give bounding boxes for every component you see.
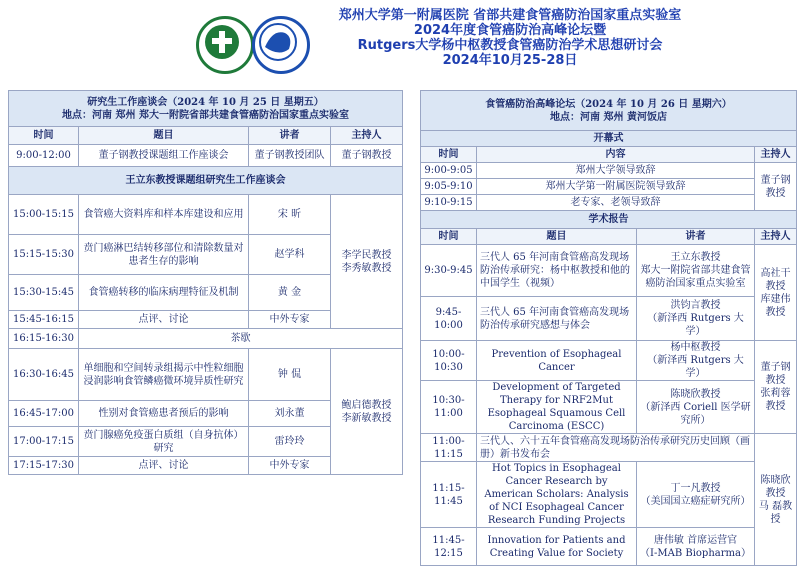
- header-line-2: 2024年度食管癌防治高峰论坛暨: [413, 23, 607, 38]
- row-topic: 食管癌转移的临床病理特征及机制: [79, 275, 249, 311]
- row-topic: Prevention of Esophageal Cancer: [477, 341, 637, 381]
- tea-break: 茶歇: [79, 329, 403, 349]
- row-topic: 点评、讨论: [79, 457, 249, 475]
- row-speaker: 赵学科: [249, 235, 331, 275]
- row-topic: 三代人 65 年河南食管癌高发现场防治传承研究感想与体会: [477, 297, 637, 341]
- col-speaker: 讲者: [637, 229, 755, 245]
- row-speaker: 王立东教授 郑大一附院省部共建食管癌防治国家重点实验室: [637, 245, 755, 297]
- right-title-cell: [421, 91, 797, 131]
- row-time: 15:00-15:15: [9, 195, 79, 235]
- row-topic: 贲门癌淋巴结转移部位和清除数量对患者生存的影响: [79, 235, 249, 275]
- host-cell-b: 鲍启德教授 李新敏教授: [331, 349, 403, 475]
- row-topic: Innovation for Patients and Creating Value for Society: [477, 528, 637, 566]
- row-content: 郑州大学领导致辞: [477, 163, 755, 179]
- report-title: 学术报告: [421, 211, 797, 229]
- row-time: 9:30-9:45: [421, 245, 477, 297]
- row-time: 10:00-10:30: [421, 341, 477, 381]
- col-host: 主持人: [331, 127, 403, 145]
- col-host: 主持人: [755, 147, 797, 163]
- header-line-3: Rutgers大学杨中枢教授食管癌防治学术思想研讨会: [357, 38, 663, 53]
- row-speaker: 中外专家: [249, 311, 331, 329]
- row-topic: 单细胞和空间转录组揭示中性粒细胞浸润影响食管鳞癌微环境异质性研究: [79, 349, 249, 401]
- header-line-1: 郑州大学第一附属医院 省部共建食管癌防治国家重点实验室: [338, 8, 682, 23]
- col-speaker: 讲者: [249, 127, 331, 145]
- row-speaker: 丁一凡教授 （美国国立癌症研究所）: [637, 462, 755, 528]
- row-speaker: 唐伟敏 首席运营官 （I-MAB Biopharma）: [637, 528, 755, 566]
- row-time: 9:05-9:10: [421, 179, 477, 195]
- host-cell-b: 董子钢教授 张莉蓉教授: [755, 341, 797, 434]
- row-speaker: 中外专家: [249, 457, 331, 475]
- row-topic: 性别对食管癌患者预后的影响: [79, 401, 249, 427]
- row-speaker: 钟 侃: [249, 349, 331, 401]
- row-speaker: 洪钧言教授 （新泽西 Rutgers 大学）: [637, 297, 755, 341]
- col-time: 时间: [421, 147, 477, 163]
- col-host: 主持人: [755, 229, 797, 245]
- row-content: 郑州大学第一附属医院领导致辞: [477, 179, 755, 195]
- header-line-4: 2024年10月25-28日: [442, 53, 578, 68]
- row-time: 11:00-11:15: [421, 434, 477, 462]
- host-cell-a: 高社干教授 库建伟教授: [755, 245, 797, 341]
- row-host: 董子钢教授: [331, 145, 403, 167]
- host-cell-a: 李学民教授 李秀敏教授: [331, 195, 403, 329]
- row-time: 10:30-11:00: [421, 381, 477, 434]
- hospital-logo-icon: [196, 16, 254, 74]
- right-location: 地点：河南 郑州 黄河饭店: [550, 111, 667, 123]
- row-time: 9:00-9:05: [421, 163, 477, 179]
- left-location: 地点：河南 郑州 郑大一附院省部共建食管癌防治国家重点实验室: [62, 109, 349, 121]
- row-time: 15:15-15:30: [9, 235, 79, 275]
- open-host-cell: 董子钢 教授: [755, 163, 797, 211]
- row-speaker: 黄 金: [249, 275, 331, 311]
- row-time: 15:45-16:15: [9, 311, 79, 329]
- row-topic: 三代人 65 年河南食管癌高发现场防治传承研究：杨中枢教授和他的中国学生（视频）: [477, 245, 637, 297]
- row-topic: 董子钢教授课题组工作座谈会: [79, 145, 249, 167]
- row-time: 17:00-17:15: [9, 427, 79, 457]
- row-time: 9:00-12:00: [9, 145, 79, 167]
- row-speaker: 雷玲玲: [249, 427, 331, 457]
- row-time: 9:10-9:15: [421, 195, 477, 211]
- col-topic: 题目: [79, 127, 249, 145]
- row-topic: 食管癌大资料库和样本库建设和应用: [79, 195, 249, 235]
- col-content: 内容: [477, 147, 755, 163]
- row-topic: Hot Topics in Esophageal Cancer Research by American Scholars: Analysis of NCI Esophageal Cancer Research Funding Projects: [477, 462, 637, 528]
- col-time: 时间: [9, 127, 79, 145]
- row-topic: Development of Targeted Therapy for NRF2Mut Esophageal Squamous Cell Carcinoma (ESCC): [477, 381, 637, 434]
- row-speaker: 董子钢教授团队: [249, 145, 331, 167]
- host-cell-c: 陈晓欣教授 马 磊教授: [755, 434, 797, 566]
- left-schedule-table: [8, 90, 403, 475]
- row-time: 17:15-17:30: [9, 457, 79, 475]
- page-header: [0, 0, 800, 84]
- row-time: 16:30-16:45: [9, 349, 79, 401]
- row-speaker: 刘永董: [249, 401, 331, 427]
- row-time: 16:45-17:00: [9, 401, 79, 427]
- row-time: 11:45-12:15: [421, 528, 477, 566]
- col-topic: 题目: [477, 229, 637, 245]
- left-title: 研究生工作座谈会（2024 年 10 月 25 日 星期五）: [87, 96, 324, 108]
- row-topic: 贲门腺癌免疫蛋白质组（自身抗体）研究: [79, 427, 249, 457]
- opening-title: 开幕式: [421, 131, 797, 147]
- row-time: 9:45-10:00: [421, 297, 477, 341]
- right-schedule-table: [420, 90, 797, 566]
- right-title: 食管癌防治高峰论坛（2024 年 10 月 26 日 星期六）: [485, 98, 732, 110]
- row-time: 11:15-11:45: [421, 462, 477, 528]
- row-topic: 点评、讨论: [79, 311, 249, 329]
- section-title: 王立东教授课题组研究生工作座谈会: [9, 167, 403, 195]
- col-time: 时间: [421, 229, 477, 245]
- row-time: 15:30-15:45: [9, 275, 79, 311]
- row-speaker: 陈晓欣教授 （新泽西 Coriell 医学研究所）: [637, 381, 755, 434]
- row-content: 老专家、老领导致辞: [477, 195, 755, 211]
- left-title-cell: [9, 91, 403, 127]
- row-speaker: 杨中枢教授 （新泽西 Rutgers 大学）: [637, 341, 755, 381]
- row-time: 16:15-16:30: [9, 329, 79, 349]
- book-launch: 三代人、六十五年食管癌高发现场防治传承研究历史回顾（画册）新书发布会: [477, 434, 755, 462]
- row-speaker: 宋 昕: [249, 195, 331, 235]
